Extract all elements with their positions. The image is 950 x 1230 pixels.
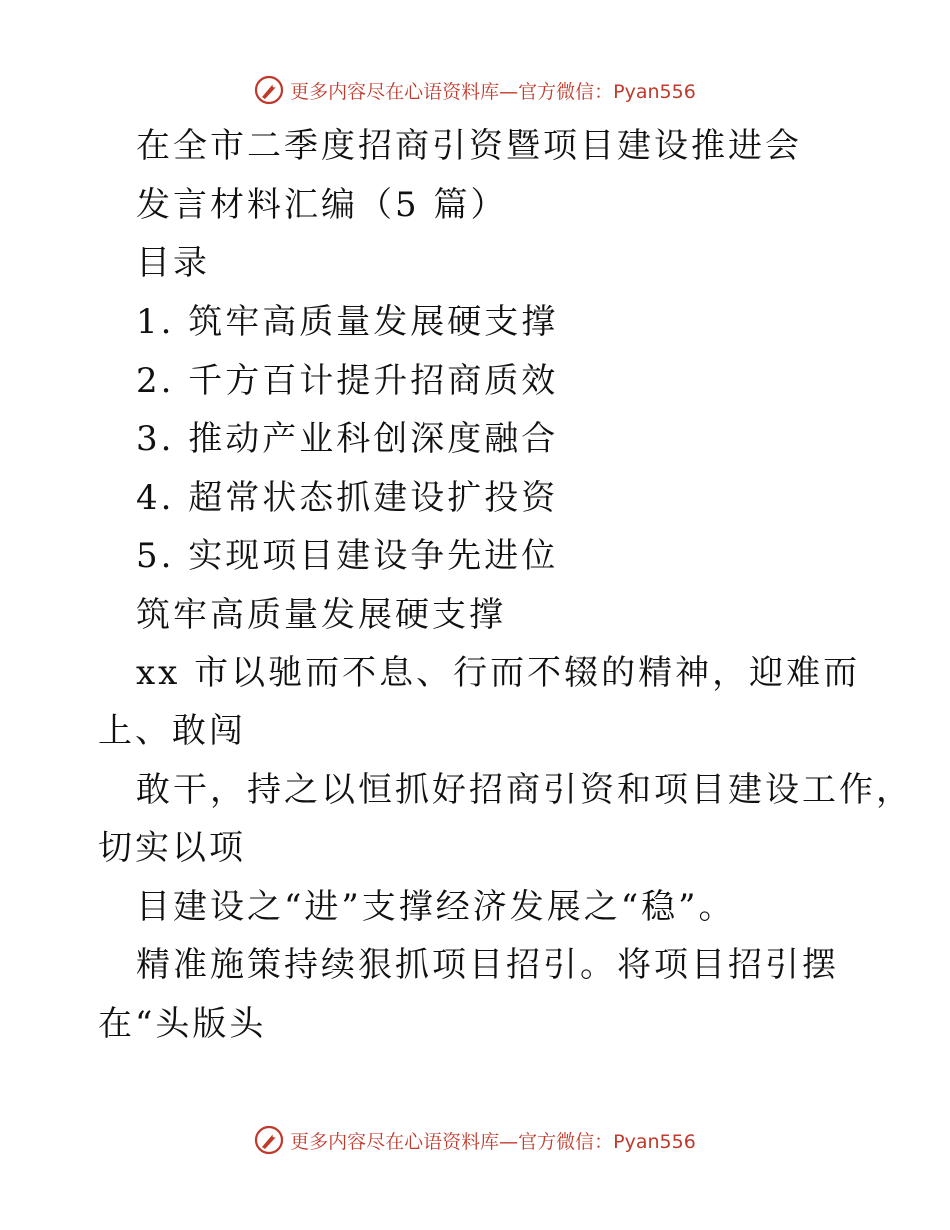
pen-nib-logo-icon xyxy=(254,75,284,105)
section-heading: 筑牢高质量发展硬支撑 xyxy=(136,595,506,635)
watermark-text: 更多内容尽在心语资料库—官方微信：Pyan556 xyxy=(290,80,696,103)
document-title-line-2: 发言材料汇编（5 篇） xyxy=(136,185,508,225)
watermark-text: 更多内容尽在心语资料库—官方微信：Pyan556 xyxy=(290,1130,696,1153)
body-line: 在“头版头 xyxy=(98,1004,267,1044)
body-line: 上、敢闯 xyxy=(98,711,246,751)
toc-heading: 目录 xyxy=(136,243,210,283)
pen-nib-logo-icon xyxy=(254,1125,284,1155)
toc-item: 2. 千方百计提升招商质效 xyxy=(136,361,559,401)
toc-item: 5. 实现项目建设争先进位 xyxy=(136,536,559,576)
body-line: xx 市以驰而不息、行而不辍的精神，迎难而 xyxy=(136,653,861,693)
footer-watermark xyxy=(0,1120,950,1160)
header-watermark xyxy=(0,70,950,110)
toc-item: 4. 超常状态抓建设扩投资 xyxy=(136,478,559,518)
body-line: 目建设之“进”支撑经济发展之“稳”。 xyxy=(136,887,736,927)
toc-item: 3. 推动产业科创深度融合 xyxy=(136,419,559,459)
document-title-line-1: 在全市二季度招商引资暨项目建设推进会 xyxy=(136,126,802,166)
toc-item: 1. 筑牢高质量发展硬支撑 xyxy=(136,302,559,342)
body-line: 精准施策持续狠抓项目招引。将项目招引摆 xyxy=(136,945,839,985)
body-line: 敢干，持之以恒抓好招商引资和项目建设工作， xyxy=(136,770,913,810)
body-line: 切实以项 xyxy=(98,828,246,868)
